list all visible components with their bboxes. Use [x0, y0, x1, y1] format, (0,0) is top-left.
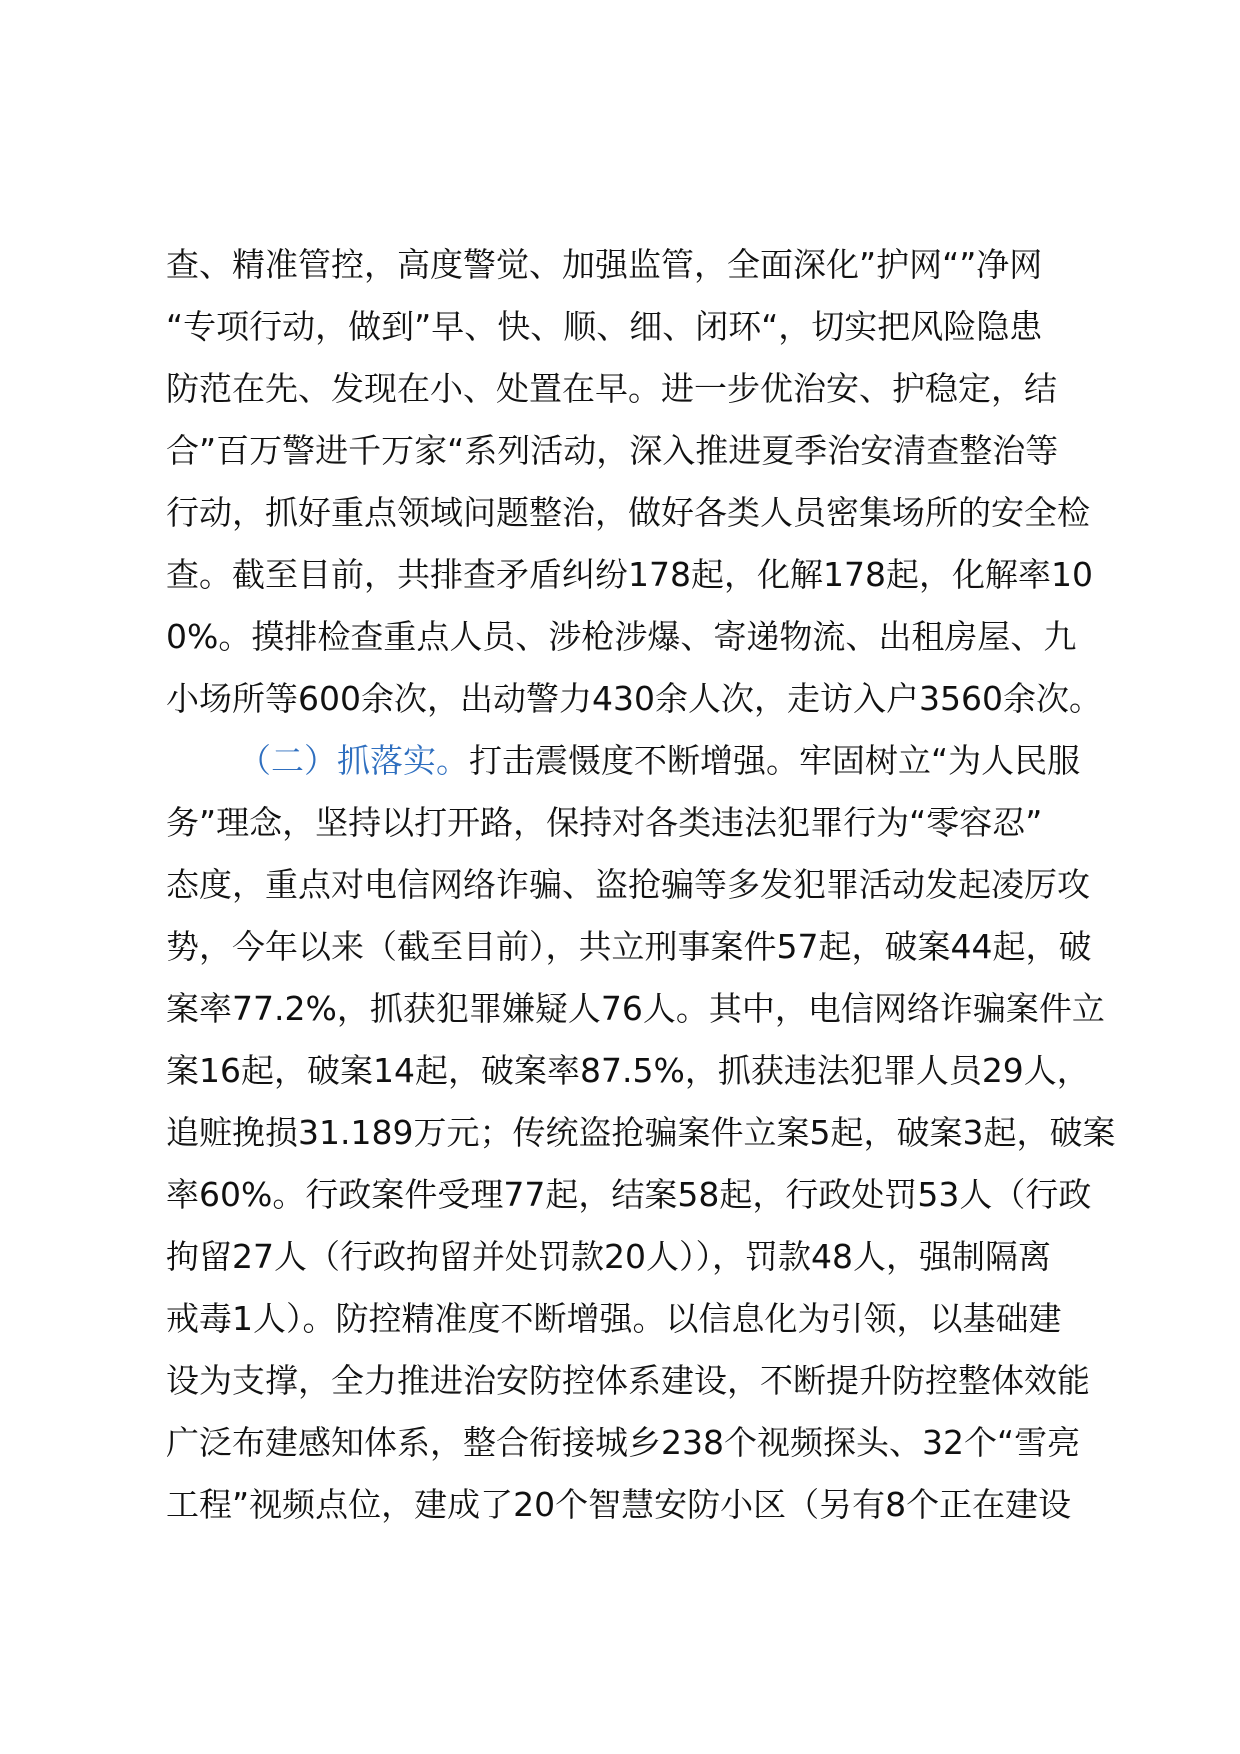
text-line: 案率77.2%，抓获犯罪嫌疑人76人。其中，电信网络诈骗案件立 [166, 989, 1105, 1028]
text-line: 工程”视频点位，建成了20个智慧安防小区（另有8个正在建设 [166, 1485, 1072, 1524]
text-line: 追赃挽损31.189万元；传统盗抢骗案件立案5起，破案3起，破案 [166, 1113, 1116, 1152]
section-first-line-text: 打击震慑度不断增强。牢固树立“为人民服 [469, 741, 1081, 780]
text-line: 设为支撑，全力推进治安防控体系建设，不断提升防控整体效能 [166, 1361, 1090, 1400]
text-line: 防范在先、发现在小、处置在早。进一步优治安、护稳定，结 [166, 369, 1057, 408]
text-line: “专项行动，做到”早、快、顺、细、闭环“，切实把风险隐患 [166, 307, 1043, 346]
text-line: 广泛布建感知体系，整合衔接城乡238个视频探头、32个“雪亮 [166, 1423, 1081, 1462]
text-line: 态度，重点对电信网络诈骗、盗抢骗等多发犯罪活动发起凌厉攻 [166, 865, 1090, 904]
section-heading-line [166, 730, 1126, 792]
text-line: 合”百万警进千万家“系列活动，深入推进夏季治安清查整治等 [166, 431, 1059, 470]
text-line: 查。截至目前，共排查矛盾纠纷178起，化解178起，化解率10 [166, 555, 1093, 594]
body-text [166, 234, 1126, 1536]
text-line: 戒毒1人）。防控精准度不断增强。以信息化为引领，以基础建 [166, 1299, 1062, 1338]
text-line: 行动，抓好重点领域问题整治，做好各类人员密集场所的安全检 [166, 493, 1090, 532]
section-heading: （二）抓落实。 [238, 741, 469, 780]
text-line: 拘留27人（行政拘留并处罚款20人）），罚款48人，强制隔离 [166, 1237, 1051, 1276]
text-line: 案16起，破案14起，破案率87.5%，抓获违法犯罪人员29人， [166, 1051, 1090, 1090]
text-line: 0%。摸排检查重点人员、涉枪涉爆、寄递物流、出租房屋、九 [166, 617, 1077, 656]
text-line: 率60%。行政案件受理77起，结案58起，行政处罚53人（行政 [166, 1175, 1092, 1214]
text-line: 小场所等600余次，出动警力430余人次，走访入户3560余次。 [166, 679, 1102, 718]
text-line: 势，今年以来（截至目前），共立刑事案件57起，破案44起，破 [166, 927, 1092, 966]
text-line: 查、精准管控，高度警觉、加强监管，全面深化”护网“”净网 [166, 245, 1043, 284]
text-line: 务”理念，坚持以打开路，保持对各类违法犯罪行为“零容忍” [166, 803, 1043, 842]
